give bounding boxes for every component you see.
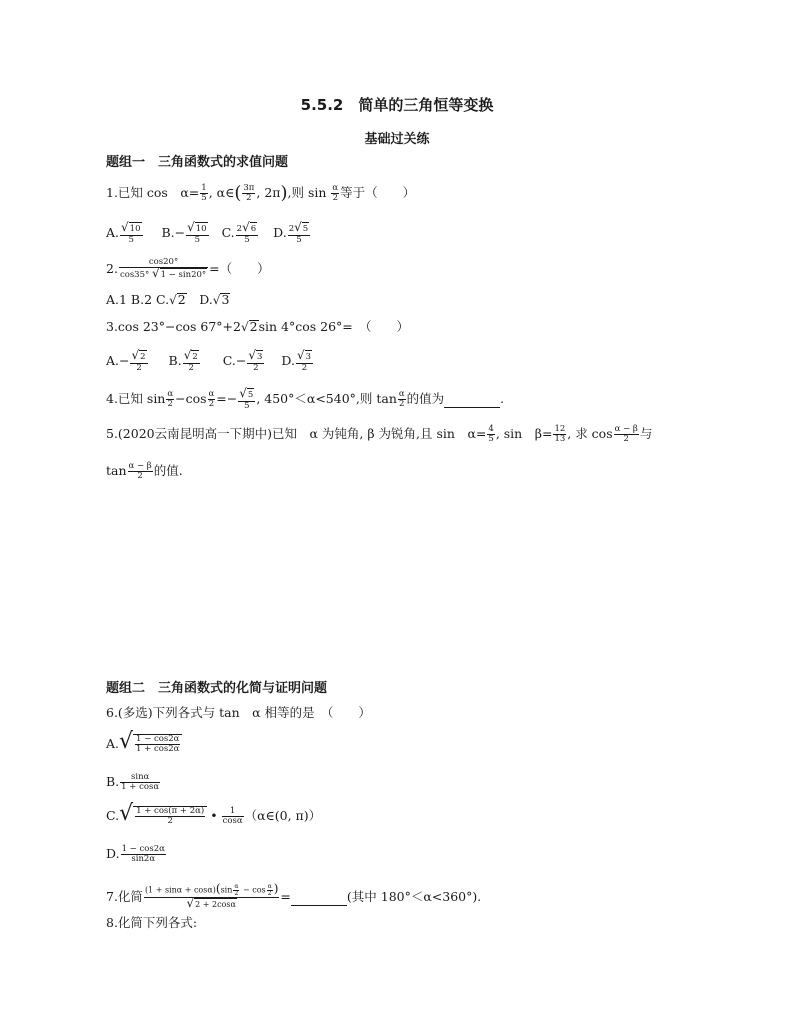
q1-prefix: 1.已知 cos α= <box>106 185 200 200</box>
question-7: 7.化简 (1 + sinα + cosα)(sin $\frac{\alpha}{2}$ − cos $\frac{\alpha}{2}$ ) √2 + 2cosα = (其中 180°＜α<360°). <box>106 881 482 910</box>
q3-option-a: A.− $\frac{√2}{2}$ <box>106 348 146 373</box>
page-title: 5.5.2 简单的三角恒等变换 <box>300 96 494 114</box>
question-4: 4.已知 sin $\frac{\alpha}{2}$ −cos $\frac{\alpha}{2}$ =− $\frac{√5}{5}$ , 450°＜α<540°,则 tan $\frac{\alpha}{2}$ 的值为 . <box>106 386 505 411</box>
q1-option-c: C. $\frac{2√6}{5}$ <box>221 220 257 245</box>
q1-option-a: A. $\frac{√10}{5}$ <box>106 220 141 245</box>
q1-options <box>106 222 311 245</box>
q1-option-d: D. $\frac{2√5}{5}$ <box>273 220 309 245</box>
question-5: 5.(2020云南昆明高一下期中)已知 α 为钝角, β 为锐角,且 sin α= $\frac{4}{5}$ , sin β= $\frac{12}{13}$ , 求 cos $\frac{\alpha - \beta}{2}$ 与 <box>106 424 653 444</box>
q3-option-b: B. $\frac{√2}{2}$ <box>168 348 198 373</box>
q1-interval-fraction: $\frac{3\pi}{2}$ <box>243 183 255 203</box>
page-subtitle: 基础过关练 <box>364 132 430 147</box>
q3-options <box>106 350 314 373</box>
q4-answer-blank[interactable] <box>444 391 500 408</box>
q1-option-b: B.− $\frac{√10}{5}$ <box>161 220 207 245</box>
q7-fraction: (1 + sinα + cosα)(sin $\frac{\alpha}{2}$ − cos $\frac{\alpha}{2}$ ) √2 + 2cosα <box>144 881 279 910</box>
question-2: 2. $\frac{\cos 20^\circ}{\cos 35^\circ √1 - \sin 20^\circ}$ =（ ） <box>106 257 270 280</box>
q6-option-b: B. $\frac{\sin\alpha}{1 + \cos\alpha}$ <box>106 772 160 792</box>
q3-option-d: D. $\frac{√3}{2}$ <box>281 348 312 373</box>
question-1: 1.已知 cos α= $\frac{1}{5}$ , α∈( $\frac{3\pi}{2}$ , 2π),则 sin $\frac{\alpha}{2}$ 等于（ ） <box>106 182 416 204</box>
question-5-cont: tan $\frac{\alpha - \beta}{2}$ 的值. <box>106 461 183 481</box>
group2-heading: 题组二 三角函数式的化简与证明问题 <box>106 681 328 696</box>
q6-option-c: C.√ $\frac{1 + \cos(\pi + 2\alpha)}{2}$ • $\frac{1}{\cos\alpha}$ （α∈(0, π)） <box>106 801 322 826</box>
q2-fraction: $\frac{\cos 20^\circ}{\cos 35^\circ √1 - \sin 20^\circ}$ <box>119 257 207 280</box>
q7-answer-blank[interactable] <box>291 889 347 906</box>
question-6: 6.(多选)下列各式与 tan α 相等的是 （ ） <box>106 705 371 720</box>
q3-option-c: C.− $\frac{√3}{2}$ <box>222 348 263 373</box>
q6-option-a: A.√ $\frac{1 - \cos 2\alpha}{1 + \cos 2\alpha}$ <box>106 734 182 754</box>
q6-option-d: D. $\frac{1 - \cos 2\alpha}{\sin 2\alpha}$ <box>106 844 165 864</box>
q1-half-angle: $\frac{\alpha}{2}$ <box>332 183 339 203</box>
q2-options: A.1 B.2 C.√2 D.√3 <box>106 292 230 307</box>
question-3: 3.cos 23°−cos 67°+2√2sin 4°cos 26°= （ ） <box>106 319 410 334</box>
q1-cos-fraction: $\frac{1}{5}$ <box>201 183 207 203</box>
question-8: 8.化简下列各式: <box>106 915 198 930</box>
group1-heading: 题组一 三角函数式的求值问题 <box>106 155 289 170</box>
